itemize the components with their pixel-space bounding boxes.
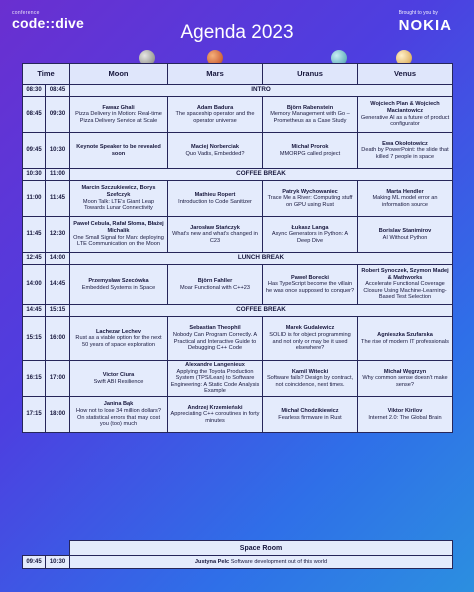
- session-speaker: Paweł Cebula, Rafał Słoma, Błażej Michalik: [73, 221, 164, 234]
- break-label: INTRO: [70, 85, 453, 97]
- session-cell: [70, 361, 168, 397]
- session-cell: [168, 217, 263, 253]
- session-speaker: Janina Bąk: [103, 401, 134, 408]
- session-talk: Appreciating C++ coroutines in forty minutes: [170, 411, 260, 424]
- column-header-moon: Moon: [70, 64, 168, 85]
- session-cell: [168, 361, 263, 397]
- session-speaker: Kamil Witecki: [291, 368, 329, 375]
- time-start: 09:45: [23, 556, 46, 569]
- session-row: [23, 133, 453, 169]
- session-talk: The spaceship operator and the operator universe: [175, 111, 255, 124]
- time-start: 14:00: [23, 265, 46, 305]
- break-label: COFFEE BREAK: [70, 169, 453, 181]
- time-start: 08:30: [23, 85, 46, 97]
- time-start: 17:15: [23, 397, 46, 433]
- session-speaker: Marek Gudalewicz: [285, 325, 335, 332]
- column-header-venus: Venus: [358, 64, 453, 85]
- session-speaker: Jarosław Stańczyk: [190, 224, 240, 231]
- page-title: Agenda 2023: [180, 22, 294, 43]
- time-start: 09:45: [23, 133, 46, 169]
- session-speaker: Ewa Okołotowicz: [382, 140, 428, 147]
- column-header-time: Time: [23, 64, 70, 85]
- session-talk: Has TypeScript become the villain he was once supposed to conquer?: [265, 281, 355, 294]
- sponsor-block: [399, 10, 452, 34]
- session-cell: [168, 97, 263, 133]
- session-talk: Rust as a viable option for the next 50 years of space exploration: [75, 335, 162, 348]
- session-cell: [70, 317, 168, 361]
- session-speaker: Lachezar Lechev: [95, 328, 142, 335]
- session-cell: [70, 397, 168, 433]
- space-room-table: [22, 540, 453, 569]
- session-cell: [70, 217, 168, 253]
- session-cell: [263, 181, 358, 217]
- session-speaker: Patryk Wychowaniec: [282, 188, 338, 195]
- session-row: [23, 317, 453, 361]
- session-speaker: Paweł Borecki: [291, 274, 329, 281]
- session-cell: [263, 133, 358, 169]
- session-cell: [358, 265, 453, 305]
- break-row: [23, 305, 453, 317]
- agenda-table: [22, 63, 453, 433]
- session-talk: Generative AI as a future of product configurator: [360, 114, 450, 128]
- session-talk: Introduction to Code Sanitizer: [178, 198, 252, 205]
- session-cell: [358, 181, 453, 217]
- space-room-session-row: [23, 556, 453, 569]
- break-label: LUNCH BREAK: [70, 253, 453, 265]
- session-cell: [358, 133, 453, 169]
- session-cell: [358, 217, 453, 253]
- time-end: 11:45: [46, 181, 70, 217]
- session-cell: [168, 317, 263, 361]
- time-end: 18:00: [46, 397, 70, 433]
- space-room-session: [70, 556, 453, 569]
- session-talk: How not to lose 34 million dollars? On statistical errors that may cost you (too) much: [76, 407, 161, 428]
- session-speaker: Maciej Norberciak: [191, 143, 239, 150]
- break-label: COFFEE BREAK: [70, 305, 453, 317]
- session-talk: Moar Functional with C++23: [180, 284, 250, 291]
- time-end: 09:30: [46, 97, 70, 133]
- session-cell: [168, 181, 263, 217]
- session-talk: The rise of modern IT professionals: [361, 338, 449, 345]
- session-talk: Death by PowerPoint: the slide that killed 7 people in space: [361, 147, 449, 160]
- session-talk: One Small Signal for Man: deploying LTE Communication on the Moon: [73, 234, 164, 248]
- time-end: 14:45: [46, 265, 70, 305]
- session-talk: Pizza Delivery in Motion: Real-time Pizza Delivery Service at Scale: [75, 111, 162, 124]
- session-speaker: Michał Węgrzyn: [383, 368, 427, 375]
- time-end: 15:15: [46, 305, 70, 317]
- session-talk: Memory Management with Go – Prometheus as a Case Study: [270, 111, 350, 124]
- time-start: 08:45: [23, 97, 46, 133]
- session-speaker: Michał Chodzikiewicz: [281, 407, 339, 414]
- session-talk: What's new and what's changed in C23: [172, 231, 258, 244]
- session-row: [23, 361, 453, 397]
- break-row: [23, 85, 453, 97]
- session-talk: Fearless firmware in Rust: [278, 414, 342, 421]
- session-cell: [263, 361, 358, 397]
- time-end: 16:00: [46, 317, 70, 361]
- session-talk: SOLID is for object programming and not only or may be it used elsewhere?: [269, 331, 351, 352]
- session-speaker: Sebastian Theophil: [189, 325, 241, 332]
- time-start: 10:30: [23, 169, 46, 181]
- column-header-mars: Mars: [168, 64, 263, 85]
- session-talk: Async Generators in Python: A Deep Dive: [271, 231, 349, 244]
- session-speaker: Michał Prorok: [291, 143, 329, 150]
- agenda-body: [23, 85, 453, 433]
- session-talk: AI Without Python: [382, 234, 428, 241]
- session-speaker: Alexandre Langenieux: [185, 362, 245, 369]
- session-talk: Moon Talk: LTE's Giant Leap Towards Lunar Connectivity: [82, 198, 155, 212]
- break-row: [23, 253, 453, 265]
- session-cell: [358, 97, 453, 133]
- session-talk: Nobody Can Program Correctly. A Practical and Interactive Guide to Debugging C++ Code: [172, 331, 258, 352]
- space-room-title: Space Room: [70, 541, 453, 556]
- time-end: 14:00: [46, 253, 70, 265]
- session-row: [23, 181, 453, 217]
- session-speaker: Fawaz Ghali: [102, 104, 135, 111]
- session-speaker: Przemysław Szecówka: [88, 277, 149, 284]
- session-cell: [358, 317, 453, 361]
- session-talk: Software fails? Design by contract, not coincidence, next times.: [266, 375, 354, 388]
- time-end: 08:45: [46, 85, 70, 97]
- time-start: 14:45: [23, 305, 46, 317]
- session-cell: [263, 97, 358, 133]
- session-cell: [70, 181, 168, 217]
- session-cell: [168, 133, 263, 169]
- session-talk: Accelerate Functional Coverage Closure Using Machine-Learning-Based Test Selection: [363, 281, 447, 301]
- conference-label: conference: [12, 10, 40, 16]
- session-speaker: Robert Synoczek, Szymon Madej & Mathworks: [361, 268, 449, 281]
- session-talk: Software development out of this world: [230, 559, 328, 565]
- session-cell: [263, 265, 358, 305]
- session-row: [23, 97, 453, 133]
- session-speaker: Łukasz Langa: [291, 224, 329, 231]
- session-speaker: Keynote Speaker to be revealed soon: [76, 143, 161, 157]
- session-cell: [70, 97, 168, 133]
- session-speaker: Justyna Pelc: [194, 559, 230, 565]
- session-speaker: Marta Hendler: [386, 188, 424, 195]
- session-speaker: Andrzej Krzemieński: [187, 404, 243, 411]
- session-row: [23, 265, 453, 305]
- session-talk: Making ML model error an information source: [372, 195, 438, 208]
- session-cell: [70, 265, 168, 305]
- session-speaker: Viktor Kirilov: [387, 407, 423, 414]
- session-speaker: Björn Fahller: [197, 277, 233, 284]
- time-start: 15:15: [23, 317, 46, 361]
- time-end: 17:00: [46, 361, 70, 397]
- session-speaker: Borislav Stanimirov: [378, 227, 432, 234]
- session-talk: Why common sense doesn't make sense?: [362, 375, 448, 388]
- session-speaker: Björn Rabenstein: [286, 104, 334, 111]
- session-speaker: Mathieu Ropert: [194, 191, 236, 198]
- time-start: 11:00: [23, 181, 46, 217]
- session-speaker: Agnieszka Szufarska: [377, 331, 433, 338]
- session-talk: MMORPG called project: [279, 150, 341, 157]
- session-talk: Embedded Systems in Space: [81, 284, 156, 291]
- session-speaker: Marcin Szczukiewicz, Borys Szefczyk: [81, 185, 156, 198]
- nokia-logo: NOKIA: [398, 17, 452, 34]
- session-row: [23, 397, 453, 433]
- session-speaker: Adam Badura: [196, 104, 234, 111]
- session-cell: [263, 397, 358, 433]
- column-header-row: [23, 64, 453, 85]
- time-start: 12:45: [23, 253, 46, 265]
- session-cell: [358, 397, 453, 433]
- session-row: [23, 217, 453, 253]
- logo-text: code::dive: [12, 15, 85, 31]
- session-cell: [70, 133, 168, 169]
- session-talk: Quo Vadis, Embedded?: [185, 150, 245, 157]
- session-cell: [168, 265, 263, 305]
- session-talk: Internet 2.0: The Global Brain: [368, 414, 442, 421]
- time-end: 12:30: [46, 217, 70, 253]
- session-cell: [263, 217, 358, 253]
- session-speaker: Wojciech Plan & Wojciech Maciantowicz: [370, 101, 440, 114]
- session-talk: Swift ABI Resilience: [93, 378, 144, 385]
- session-cell: [263, 317, 358, 361]
- time-start: 11:45: [23, 217, 46, 253]
- session-talk: Applying the Toyota Production System (TPS/Lean) to Software Engineering: A Static Code Analysis Example: [170, 368, 260, 395]
- time-end: 10:30: [46, 133, 70, 169]
- sponsor-label: Brought to you by: [398, 10, 438, 16]
- time-end: 11:00: [46, 169, 70, 181]
- session-cell: [168, 397, 263, 433]
- session-speaker: Victor Ciura: [102, 371, 135, 378]
- space-room-spacer: [23, 541, 70, 556]
- space-room-header-row: [23, 541, 453, 556]
- time-end: 10:30: [46, 556, 70, 569]
- session-talk: Trace Me a River: Computing stuff on GPU using Rust: [267, 195, 353, 208]
- session-cell: [358, 361, 453, 397]
- time-start: 16:15: [23, 361, 46, 397]
- break-row: [23, 169, 453, 181]
- column-header-uranus: Uranus: [263, 64, 358, 85]
